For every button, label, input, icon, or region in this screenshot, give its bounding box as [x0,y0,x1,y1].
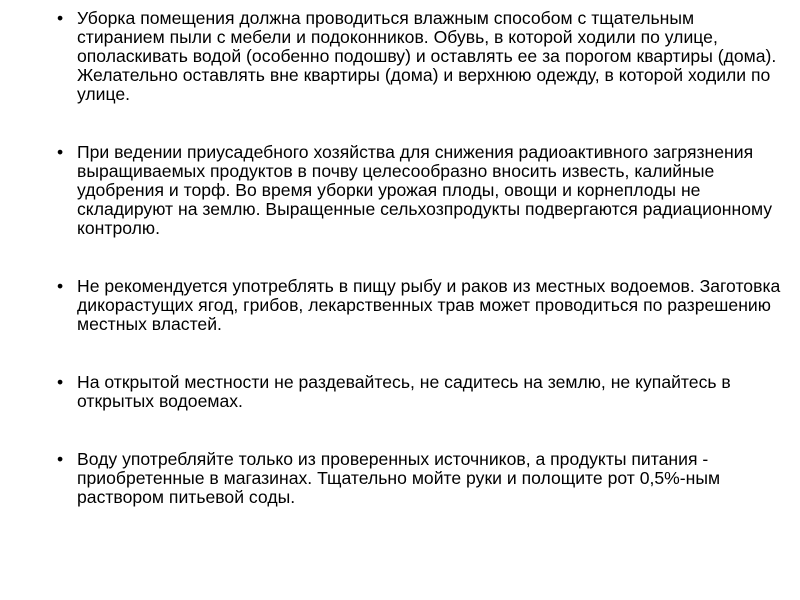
bullet-text: Уборка помещения должна проводиться влажным способом с тщательным стиранием пыли с мебели и подоконников. Обувь, в которой ходили по улице, ополаскивать водой (особенно подошву) и оставлять ее за порогом квартиры (дома). Желательно оставлять вне квартиры (дома) и верхнюю одежду, в которой ходили по улице. [77,8,777,104]
bullet-text: На открытой местности не раздевайтесь, не садитесь на землю, не купайтесь в открытых водоемах. [77,372,731,411]
bullet-icon: • [57,142,64,162]
bullet-item-indoor-cleaning [57,9,782,104]
bullet-icon: • [57,276,64,296]
bullet-item-local-food [57,277,782,334]
bullet-item-household-farming [57,143,782,238]
bullet-text: Воду употребляйте только из проверенных источников, а продукты питания - приобретенные в магазинах. Тщательно мойте руки и полощите рот 0,5%-ным раствором питьевой соды. [77,449,721,507]
bullet-icon: • [57,449,64,469]
bullet-text: Не рекомендуется употреблять в пищу рыбу и раков из местных водоемов. Заготовка дикорастущих ягод, грибов, лекарственных трав может проводиться по разрешению местных властей. [77,276,781,334]
bullet-icon: • [57,372,64,392]
bullet-item-outdoor-behavior [57,373,782,411]
bullet-icon: • [57,8,64,28]
bullet-item-water-hygiene [57,450,782,507]
bullet-text: При ведении приусадебного хозяйства для снижения радиоактивного загрязнения выращиваемых продуктов в почву целесообразно вносить известь, калийные удобрения и торф. Во время уборки урожая плоды, овощи и корнеплоды не складируют на землю. Выращенные сельхозпродукты подвергаются радиационному контролю. [77,142,773,238]
bullet-list [57,9,782,507]
